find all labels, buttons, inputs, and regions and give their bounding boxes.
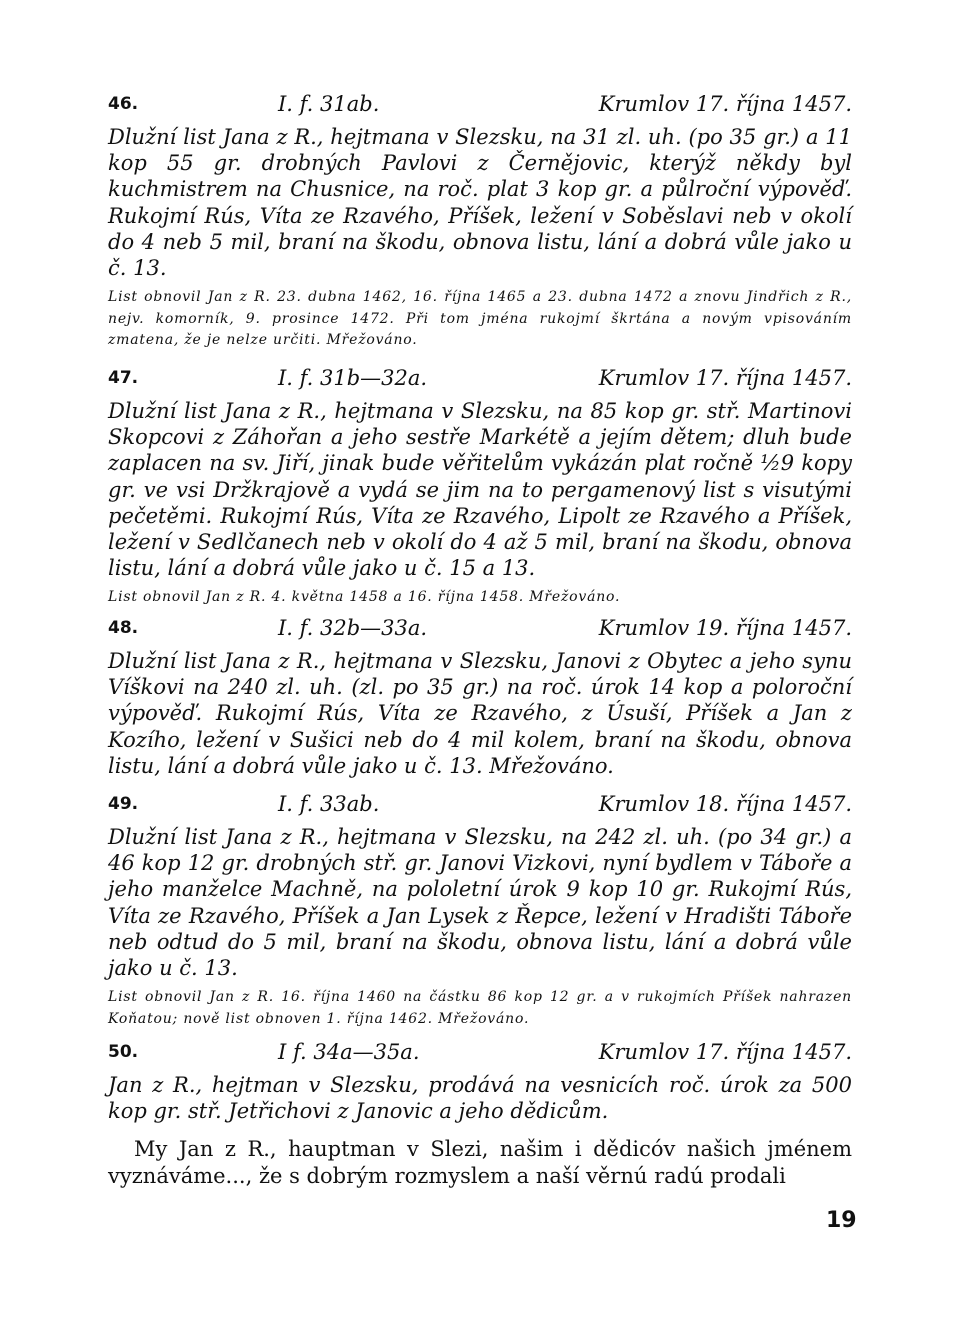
entry-note: List obnovil Jan z R. 23. dubna 1462, 16. října 1465 a 23. dubna 1472 a znovu Jindřich z R., nejv. komorník, 9. prosince 1472. Při tom jména rukojmí škrtána a novým vpisováním zmatena, že je nelze určiti. Mřežováno. (108, 289, 852, 349)
entry-number: 47. (108, 368, 139, 388)
place-date: Krumlov 19. října 1457. (598, 616, 852, 640)
entry-header (108, 616, 852, 648)
folio-reference: I. f. 33ab. (278, 792, 380, 816)
place-date: Krumlov 18. října 1457. (598, 792, 852, 816)
entry-number: 50. (108, 1042, 139, 1062)
entry-number: 46. (108, 94, 139, 114)
folio-reference: I. f. 32b—33a. (278, 616, 428, 640)
place-date: Krumlov 17. října 1457. (598, 1040, 852, 1064)
entry-body: Dlužní list Jana z R., hejtmana v Slezsku, na 85 kop gr. stř. Martinovi Skopcovi z Záhořan a jeho sestře Markétě a jejím dětem; dluh bude zaplacen na sv. Jiří, jinak bude věřitelům vykázán plat ročně ½9 kopy gr. ve vsi Držkrajově a vydá se jim na to pergamenový list s visutými pečetěmi. Rukojmí Rús, Víta ze Rzavého, Lipolt ze Rzavého a Příšek, ležení v Sedlčanech neb v okolí do 4 až 5 mil, braní na škodu, obnova listu, lání a dobrá vůle jako u č. 15 a 13. (108, 399, 852, 581)
entry-46 (108, 92, 852, 352)
page-number: 19 (826, 1208, 857, 1233)
entry-body: Jan z R., hejtman v Slezsku, prodává na vesnicích roč. úrok za 500 kop gr. stř. Jetřichovi z Janovic a jeho dědicům. (108, 1073, 852, 1124)
document-text: My Jan z R., hauptman v Slezi, našim i dědicóv našich jménem vyznáváme..., že s dobrým rozmyslem a naší věrnú radú prodali (108, 1137, 852, 1189)
entry-header (108, 366, 852, 398)
entry-header (108, 1040, 852, 1072)
entry-body: Dlužní list Jana z R., hejtmana v Slezsku, Janovi z Obytec a jeho synu Víškovi na 240 zl. uh. (zl. po 35 gr.) na roč. úrok 14 kop a poloroční výpověď. Rukojmí Rús, Víta ze Rzavého, z Úsuší, Příšek a Jan z Kozího, ležení v Sušici neb do 4 mil kolem, braní na škodu, obnova listu, lání a dobrá vůle jako u č. 13. Mřežováno. (108, 649, 852, 778)
entry-header (108, 792, 852, 824)
place-date: Krumlov 17. října 1457. (598, 366, 852, 390)
entry-header (108, 92, 852, 124)
folio-reference: I f. 34a—35a. (278, 1040, 420, 1064)
entry-number: 49. (108, 794, 139, 814)
folio-reference: I. f. 31ab. (278, 92, 380, 116)
entry-50 (108, 1040, 852, 1190)
entry-48 (108, 616, 852, 779)
entry-47 (108, 366, 852, 609)
place-date: Krumlov 17. října 1457. (598, 92, 852, 116)
entry-note: List obnovil Jan z R. 4. května 1458 a 16. října 1458. Mřežováno. (108, 589, 621, 606)
entry-49 (108, 792, 852, 1030)
folio-reference: I. f. 31b—32a. (278, 366, 428, 390)
entry-number: 48. (108, 618, 139, 638)
entry-note: List obnovil Jan z R. 16. října 1460 na částku 86 kop 12 gr. a v rukojmích Příšek nahrazen Koňatou; nově list obnoven 1. října 1462. Mřežováno. (108, 989, 852, 1027)
entry-body: Dlužní list Jana z R., hejtmana v Slezsku, na 242 zl. uh. (po 34 gr.) a 46 kop 12 gr. drobných stř. gr. Janovi Vizkovi, nyní bydlem v Táboře a jeho manželce Machně, na pololetní úrok 9 kop 10 gr. Rukojmí Rús, Víta ze Rzavého, Příšek a Jan Lysek z Řepce, ležení v Hradišti Táboře neb odtud do 5 mil, braní na škodu, obnova listu, lání a dobrá vůle jako u č. 13. (108, 825, 852, 981)
entry-body: Dlužní list Jana z R., hejtmana v Slezsku, na 31 zl. uh. (po 35 gr.) a 11 kop 55 gr. drobných Pavlovi z Černějovic, kterýž někdy byl kuchmistrem na Chusnice, na roč. plat 3 kop gr. a půlroční výpověď. Rukojmí Rús, Víta ze Rzavého, Příšek, ležení v Soběslavi neb v okolí do 4 neb 5 mil, braní na škodu, obnova listu, lání a dobrá vůle jako u č. 13. (108, 125, 852, 281)
